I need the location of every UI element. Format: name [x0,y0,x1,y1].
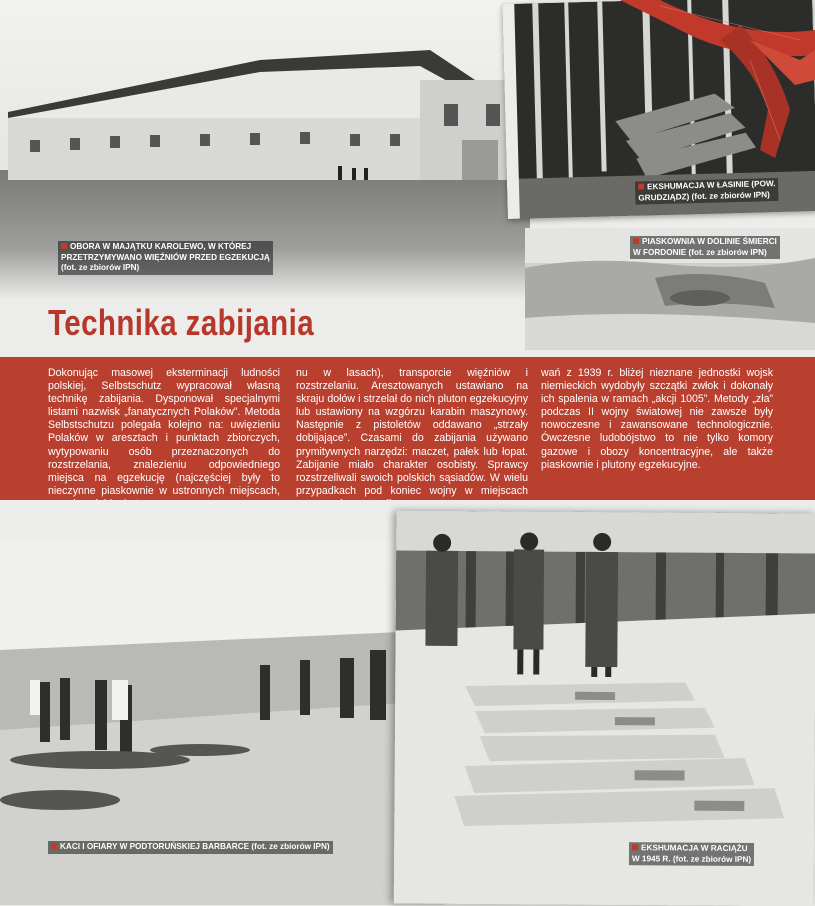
sandpit-photo [525,228,815,350]
page-title: Technika zabijania [48,302,315,343]
caption-marker-icon [638,183,644,189]
body-column-3: wań z 1939 r. bliżej nieznane jednostki wojsk niemieckich wydobyły szczątki zwłok i dokonały ich spalenia w ramach „akcji 1005”. Metody „zła” podczas II wojny światowej nie zawsze były nowoczesne i zawansowane technologicznie. Ówczesne ludobójstwo to nie tylko komory gazowe i obozy koncentracyjne, ale także piaskownie i plutony egzekucyjne. [541,367,773,471]
raciaz-photo [394,511,815,906]
lasin-exhumation-photo [502,0,815,219]
barn-photo [0,0,530,300]
caption-marker-icon [61,243,67,249]
caption-marker-icon [51,843,57,849]
barbarca-caption: KACI I OFIARY W PODTORUŃSKIEJ BARBARCE (fot. ze zbiorów IPN) [48,841,333,854]
body-column-1: Dokonując masowej eksterminacji ludności polskiej, Selbstschutz wypracował własną technikę zabijania. Dysponował specjalnymi listami nazwisk „fanatycznych Polaków”. Metoda Selbstschutzu polegała kolejno na: uwięzieniu Polaków w aresztach i punktach zbiorczych, wytypowaniu osób przeznaczonych do rozstrzelania, znalezieniu odpowiedniego miejsca na egzekucję (najczęściej były to nieczynne piaskownie w ustronnych miejscach, [48,367,280,497]
raciaz-caption: EKSHUMACJA W RACIĄŻU W 1945 R. (fot. ze zbiorów IPN) [629,842,754,866]
body-column-2: nu w lasach), transporcie więźniów i rozstrzelaniu. Aresztowanych ustawiano na skraju dołów i strzelał do nich pluton egzekucyjny lub ustawiony na wzgórzu karabin maszynowy. Następnie z pistoletów oddawano „strzały dobijające”. Czasami do zabijania używano prymitywnych narzędzi: maczet, pałek lub łopat. Zabijanie miało charakter osobisty. Sprawcy rozstrzeliwali swoich polskich sąsiadów. W wielu przypadkach pod koniec wojny w miejscach [296,367,528,497]
barn-caption: OBORA W MAJĄTKU KAROLEWO, W KTÓREJ PRZETRZYMYWANO WIĘŹNIÓW PRZED EGZEKUCJĄ (fot. ze zbiorów IPN) [58,241,273,275]
lasin-caption: EKSHUMACJA W ŁASINIE (POW. GRUDZIĄDZ) (fot. ze zbiorów IPN) [635,178,779,205]
caption-marker-icon [633,238,639,244]
caption-marker-icon [632,844,638,850]
barbarca-photo [0,500,445,905]
sandpit-caption: PIASKOWNIA W DOLINIE ŚMIERCI W FORDONIE (fot. ze zbiorów IPN) [630,236,780,259]
text-band [0,357,815,500]
